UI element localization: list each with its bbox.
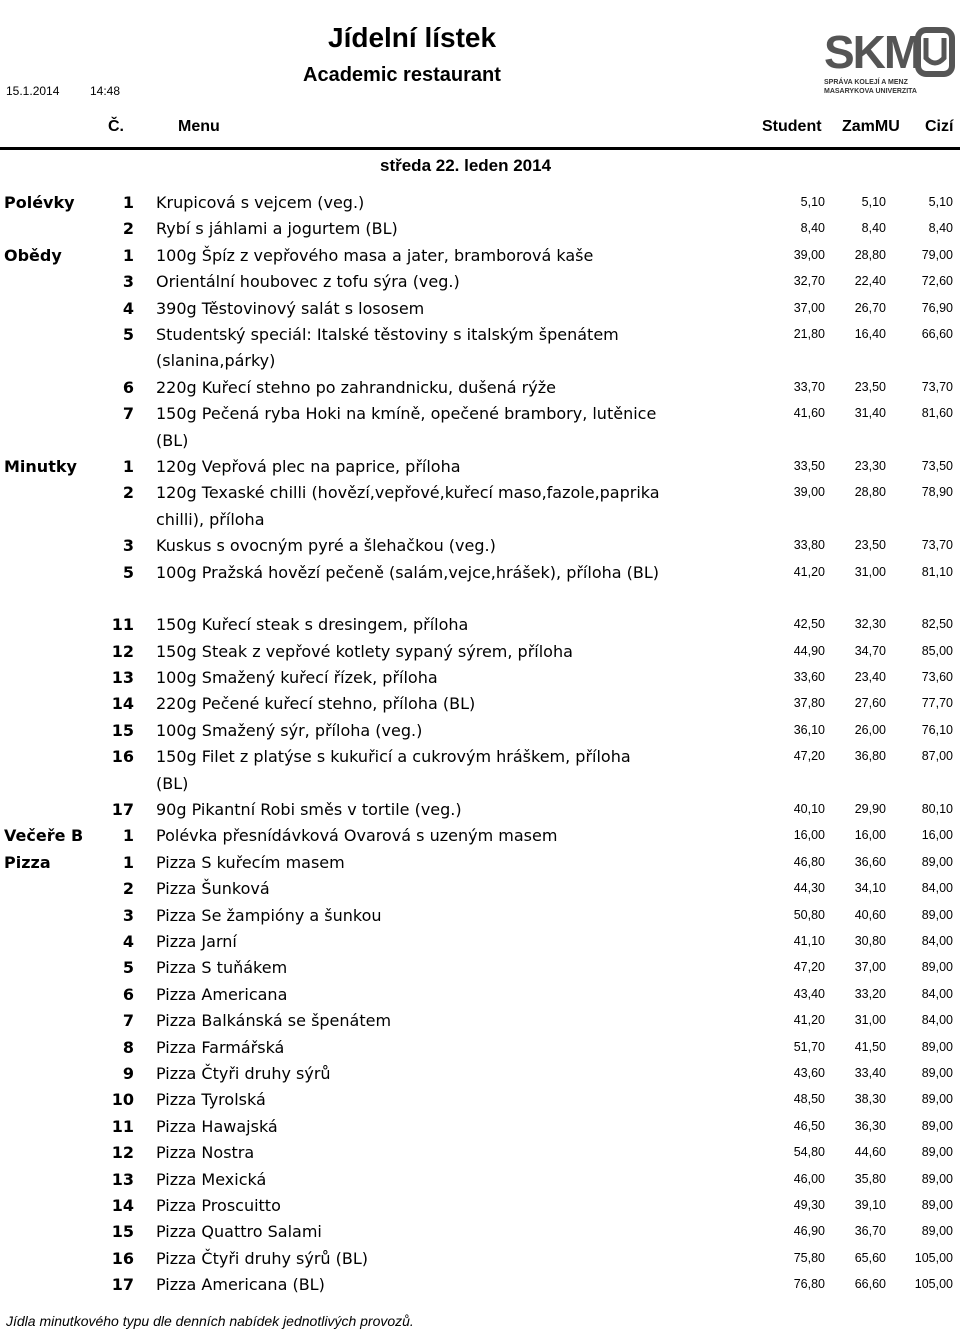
price-cizi: 84,00 [921, 881, 953, 896]
item-number: 1 [122, 826, 134, 846]
item-number: 6 [122, 377, 134, 397]
price-zammu: 23,40 [854, 670, 886, 685]
price-zammu: 31,00 [854, 1013, 886, 1028]
table-row [0, 955, 960, 981]
price-student: 43,60 [793, 1065, 825, 1080]
item-number: 8 [122, 1037, 134, 1057]
price-student: 39,00 [793, 485, 825, 500]
price-zammu: 36,80 [854, 749, 886, 764]
item-name: 100g Pražská hovězí pečeně (salám,vejce,hrášek), příloha (BL) [156, 562, 660, 582]
table-row [0, 982, 960, 1008]
price-zammu: 33,20 [854, 986, 886, 1001]
price-student: 42,50 [793, 617, 825, 632]
menu-category: Obědy [4, 245, 62, 265]
price-cizi: 8,40 [928, 221, 953, 236]
table-row [0, 1035, 960, 1061]
item-number: 4 [122, 932, 134, 952]
price-zammu: 35,80 [854, 1171, 886, 1186]
menu-category: Večeře B [4, 826, 84, 846]
item-name: Pizza Balkánská se špenátem [156, 1011, 392, 1031]
item-name: 150g Kuřecí steak s dresingem, příloha [156, 615, 469, 635]
item-name: Pizza Quattro Salami [156, 1222, 322, 1242]
table-row [0, 876, 960, 902]
table-row [0, 243, 960, 269]
price-cizi: 72,60 [921, 274, 953, 289]
item-name: 100g Špíz z vepřového masa a jater, bramborová kaše [156, 245, 594, 265]
item-name: 150g Steak z vepřové kotlety sypaný sýrem, příloha [156, 641, 573, 661]
item-name: 120g Vepřová plec na paprice, příloha [156, 456, 461, 476]
price-student: 46,80 [793, 854, 825, 869]
price-student: 36,10 [793, 722, 825, 737]
price-student: 40,10 [793, 802, 825, 817]
item-name: Studentský speciál: Italské těstoviny s italským špenátem (slanina,párky) [156, 324, 619, 371]
price-student: 16,00 [793, 828, 825, 843]
item-name: 390g Těstovinový salát s lososem [156, 298, 425, 318]
item-name: Pizza Nostra [156, 1143, 255, 1163]
item-name: Rybí s jáhlami a jogurtem (BL) [156, 219, 398, 239]
price-student: 37,00 [793, 300, 825, 315]
price-cizi: 81,10 [921, 564, 953, 579]
price-zammu: 34,70 [854, 643, 886, 658]
item-name: Kuskus s ovocným pyré a šlehačkou (veg.) [156, 536, 496, 556]
table-row [0, 823, 960, 849]
price-cizi: 84,00 [921, 934, 953, 949]
item-number: 9 [122, 1063, 134, 1083]
table-row [0, 375, 960, 401]
table-row [0, 533, 960, 559]
item-name: 100g Smažený sýr, příloha (veg.) [156, 720, 423, 740]
table-row [0, 1219, 960, 1245]
table-row [0, 797, 960, 823]
price-cizi: 89,00 [921, 1039, 953, 1054]
table-row [0, 665, 960, 691]
table-row [0, 929, 960, 955]
item-number: 4 [122, 298, 134, 318]
price-cizi: 81,60 [921, 406, 953, 421]
price-cizi: 78,90 [921, 485, 953, 500]
price-student: 21,80 [793, 326, 825, 341]
price-zammu: 39,10 [854, 1197, 886, 1212]
price-cizi: 89,00 [921, 1065, 953, 1080]
item-number: 3 [122, 905, 134, 925]
menu-category: Polévky [4, 193, 75, 212]
price-student: 33,80 [793, 538, 825, 553]
price-zammu: 30,80 [854, 934, 886, 949]
price-cizi: 105,00 [914, 1250, 953, 1265]
price-zammu: 22,40 [854, 274, 886, 289]
table-row [0, 639, 960, 665]
item-name: Pizza Americana [156, 984, 288, 1004]
price-student: 39,00 [793, 247, 825, 262]
price-cizi: 76,90 [921, 300, 953, 315]
item-name: Krupicová s vejcem (veg.) [156, 193, 365, 212]
price-cizi: 89,00 [921, 1224, 953, 1239]
table-row [0, 1167, 960, 1193]
price-student: 47,20 [793, 749, 825, 764]
column-header-student: Student [762, 118, 822, 135]
table-row [0, 480, 960, 533]
price-zammu: 28,80 [854, 485, 886, 500]
table-row [0, 1246, 960, 1272]
item-name: 220g Kuřecí stehno po zahrandnicku, dušená rýže [156, 377, 556, 397]
item-name: Pizza Americana (BL) [156, 1275, 325, 1295]
table-row [0, 269, 960, 295]
table-row [0, 1272, 960, 1298]
table-row [0, 691, 960, 717]
price-zammu: 36,70 [854, 1224, 886, 1239]
item-number: 15 [111, 1222, 134, 1242]
item-name: Pizza S kuřecím masem [156, 852, 345, 872]
footer-note: Jídla minutkového typu dle denních nabídek jednotlivých provozů. [6, 1313, 414, 1329]
price-cizi: 66,60 [921, 326, 953, 341]
price-zammu: 31,40 [854, 406, 886, 421]
price-cizi: 73,70 [921, 538, 953, 553]
item-name: Pizza Čtyři druhy sýrů (BL) [156, 1248, 369, 1268]
item-name: 220g Pečené kuřecí stehno, příloha (BL) [156, 694, 476, 714]
logo-caption-2: MASARYKOVA UNIVERZITA [824, 88, 917, 95]
logo-text: SKM [824, 26, 921, 78]
column-header-number: Č. [108, 118, 124, 135]
price-zammu: 23,50 [854, 538, 886, 553]
table-row [0, 296, 960, 322]
table-row [0, 190, 960, 216]
price-zammu: 26,70 [854, 300, 886, 315]
table-row [0, 216, 960, 242]
item-number: 14 [111, 694, 134, 714]
price-student: 46,00 [793, 1171, 825, 1186]
price-zammu: 31,00 [854, 564, 886, 579]
price-student: 44,90 [793, 643, 825, 658]
item-number: 5 [122, 958, 134, 978]
item-name: 150g Filet z platýse s kukuřicí a cukrovým hráškem, příloha (BL) [156, 747, 631, 793]
price-student: 37,80 [793, 696, 825, 711]
price-student: 54,80 [793, 1145, 825, 1160]
item-name: 120g Texaské chilli (hovězí,vepřové,kuřecí maso,fazole,paprika chilli), příloha [156, 483, 660, 529]
item-name: Pizza Jarní [156, 932, 237, 952]
menu-table [0, 190, 960, 1298]
price-cizi: 89,00 [921, 854, 953, 869]
price-zammu: 33,40 [854, 1065, 886, 1080]
item-number: 7 [122, 404, 134, 424]
item-number: 16 [111, 747, 134, 767]
table-row [0, 1140, 960, 1166]
item-number: 14 [111, 1195, 134, 1215]
price-cizi: 77,70 [921, 696, 953, 711]
item-number: 12 [111, 641, 134, 661]
item-name: Orientální houbovec z tofu sýra (veg.) [156, 272, 460, 292]
price-zammu: 29,90 [854, 802, 886, 817]
item-number: 3 [122, 272, 134, 292]
price-zammu: 28,80 [854, 247, 886, 262]
menu-category: Pizza [4, 852, 51, 872]
table-row [0, 1114, 960, 1140]
price-zammu: 32,30 [854, 617, 886, 632]
price-zammu: 26,00 [854, 722, 886, 737]
price-cizi: 73,60 [921, 670, 953, 685]
price-student: 47,20 [793, 960, 825, 975]
table-row [0, 744, 960, 797]
item-number: 13 [111, 668, 134, 688]
item-number: 11 [111, 1116, 134, 1136]
price-student: 49,30 [793, 1197, 825, 1212]
price-student: 48,50 [793, 1092, 825, 1107]
item-name: Pizza Čtyři druhy sýrů [156, 1063, 331, 1083]
item-number: 5 [122, 324, 134, 344]
item-number: 15 [111, 720, 134, 740]
price-student: 46,50 [793, 1118, 825, 1133]
price-cizi: 87,00 [921, 749, 953, 764]
price-student: 76,80 [793, 1277, 825, 1292]
table-row [0, 1193, 960, 1219]
price-student: 44,30 [793, 881, 825, 896]
item-name: Pizza Farmářská [156, 1037, 285, 1057]
item-name: 100g Smažený kuřecí řízek, příloha [156, 668, 438, 688]
price-zammu: 5,10 [861, 195, 886, 209]
table-row [0, 322, 960, 375]
item-number: 7 [122, 1011, 134, 1031]
menu-day: středa 22. leden 2014 [380, 156, 552, 175]
price-student: 46,90 [793, 1224, 825, 1239]
logo-caption-1: SPRÁVA KOLEJÍ A MENZ [824, 79, 908, 86]
price-cizi: 89,00 [921, 1118, 953, 1133]
item-number: 5 [122, 562, 134, 582]
price-zammu: 44,60 [854, 1145, 886, 1160]
item-number: 2 [122, 483, 134, 503]
price-student: 8,40 [800, 221, 825, 236]
item-name: Pizza Mexická [156, 1169, 267, 1189]
item-number: 16 [111, 1248, 134, 1268]
table-row [0, 401, 960, 454]
table-row [0, 718, 960, 744]
price-cizi: 79,00 [921, 247, 953, 262]
item-name: 150g Pečená ryba Hoki na kmíně, opečené brambory, lutěnice (BL) [156, 404, 657, 450]
price-student: 32,70 [793, 274, 825, 289]
table-row [0, 454, 960, 480]
column-header-cizi: Cizí [925, 118, 954, 135]
price-zammu: 23,30 [854, 458, 886, 473]
item-name: Pizza Proscuitto [156, 1195, 281, 1215]
price-zammu: 66,60 [854, 1277, 886, 1292]
page-title: Jídelní lístek [328, 22, 497, 53]
item-number: 1 [122, 852, 134, 872]
table-row [0, 1008, 960, 1034]
price-cizi: 89,00 [921, 1171, 953, 1186]
item-name: 90g Pikantní Robi směs v tortile (veg.) [156, 800, 462, 820]
price-student: 43,40 [793, 986, 825, 1001]
skm-logo-icon [822, 24, 958, 98]
price-cizi: 105,00 [914, 1277, 953, 1292]
item-number: 3 [122, 536, 134, 556]
price-cizi: 82,50 [921, 617, 953, 632]
price-zammu: 38,30 [854, 1092, 886, 1107]
price-student: 51,70 [793, 1039, 825, 1054]
price-student: 41,20 [793, 564, 825, 579]
price-cizi: 89,00 [921, 1092, 953, 1107]
print-time: 14:48 [90, 84, 121, 98]
price-student: 33,60 [793, 670, 825, 685]
item-number: 1 [122, 193, 134, 212]
header-divider [0, 147, 960, 150]
price-student: 41,20 [793, 1013, 825, 1028]
item-number: 17 [111, 1275, 134, 1295]
restaurant-name: Academic restaurant [303, 64, 501, 86]
price-cizi: 76,10 [921, 722, 953, 737]
print-date: 15.1.2014 [6, 84, 60, 98]
item-name: Pizza Šunková [156, 879, 270, 899]
price-zammu: 65,60 [854, 1250, 886, 1265]
item-number: 13 [111, 1169, 134, 1189]
price-student: 50,80 [793, 907, 825, 922]
price-cizi: 16,00 [921, 828, 953, 843]
item-number: 1 [122, 245, 134, 265]
item-number: 12 [111, 1143, 134, 1163]
menu-category: Minutky [4, 456, 77, 476]
price-zammu: 36,60 [854, 854, 886, 869]
price-zammu: 34,10 [854, 881, 886, 896]
price-zammu: 8,40 [861, 221, 886, 236]
price-student: 33,70 [793, 379, 825, 394]
price-student: 41,10 [793, 934, 825, 949]
price-cizi: 84,00 [921, 986, 953, 1001]
item-name: Pizza Hawajská [156, 1116, 278, 1136]
price-cizi: 89,00 [921, 1197, 953, 1212]
price-zammu: 40,60 [854, 907, 886, 922]
price-zammu: 41,50 [854, 1039, 886, 1054]
price-zammu: 37,00 [854, 960, 886, 975]
skm-logo [822, 24, 958, 98]
price-cizi: 89,00 [921, 960, 953, 975]
price-zammu: 27,60 [854, 696, 886, 711]
item-number: 10 [111, 1090, 134, 1110]
item-number: 2 [122, 879, 134, 899]
item-number: 2 [122, 219, 134, 239]
item-number: 6 [122, 984, 134, 1004]
price-cizi: 84,00 [921, 1013, 953, 1028]
table-row [0, 850, 960, 876]
price-cizi: 89,00 [921, 907, 953, 922]
price-cizi: 73,50 [921, 458, 953, 473]
table-row [0, 612, 960, 638]
table-row [0, 903, 960, 929]
item-number: 17 [111, 800, 134, 820]
price-cizi: 89,00 [921, 1145, 953, 1160]
price-student: 75,80 [793, 1250, 825, 1265]
item-name: Pizza S tuňákem [156, 958, 288, 978]
item-name: Pizza Tyrolská [156, 1090, 266, 1110]
table-row [0, 1087, 960, 1113]
item-number: 1 [122, 456, 134, 476]
table-row [0, 1061, 960, 1087]
item-name: Pizza Se žampióny a šunkou [156, 905, 382, 925]
price-student: 41,60 [793, 406, 825, 421]
price-zammu: 16,40 [854, 326, 886, 341]
price-student: 33,50 [793, 458, 825, 473]
price-cizi: 80,10 [921, 802, 953, 817]
table-row [0, 560, 960, 613]
price-cizi: 85,00 [921, 643, 953, 658]
price-zammu: 16,00 [854, 828, 886, 843]
item-name: Polévka přesnídávková Ovarová s uzeným masem [156, 826, 558, 846]
price-zammu: 36,30 [854, 1118, 886, 1133]
price-student: 5,10 [800, 195, 825, 209]
item-number: 11 [111, 615, 134, 635]
column-header-zammu: ZamMU [842, 118, 900, 135]
column-header-menu: Menu [178, 118, 220, 135]
price-cizi: 5,10 [928, 195, 953, 209]
price-zammu: 23,50 [854, 379, 886, 394]
price-cizi: 73,70 [921, 379, 953, 394]
